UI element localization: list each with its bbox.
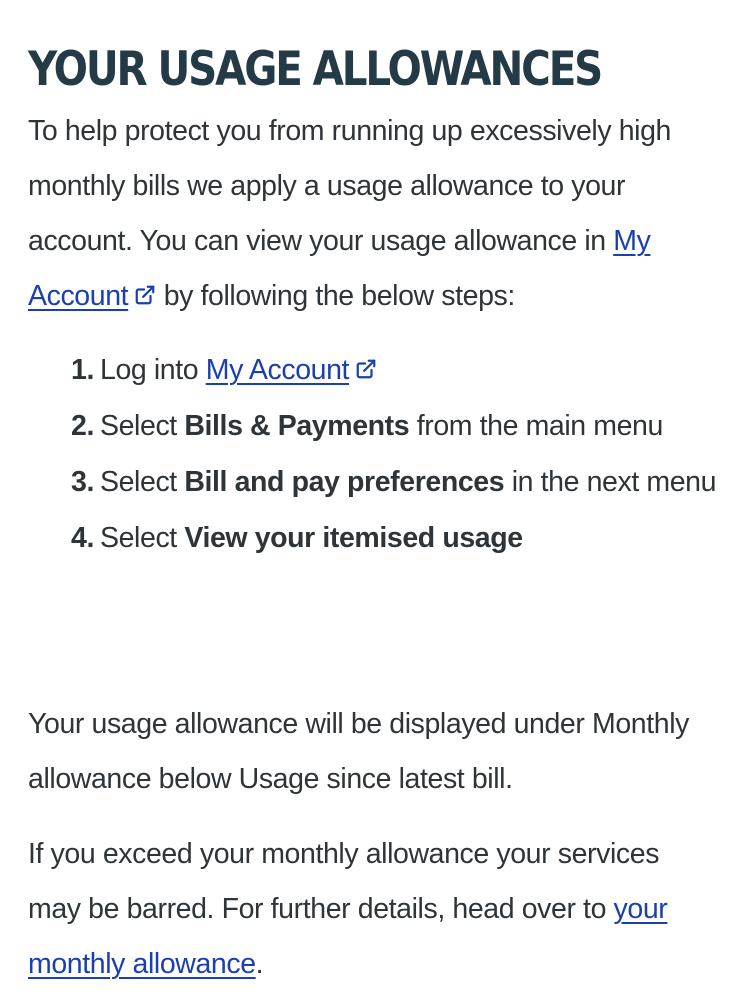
step-text: Select (100, 522, 185, 554)
intro-text: To help protect you from running up excessively high monthly bills we apply a usage allowance to your account. You can view your usage allowance in (28, 115, 671, 257)
step-text-end: in the next menu (504, 466, 717, 498)
exceed-note-end: . (255, 948, 264, 980)
intro-text-end: by following the below steps: (156, 280, 515, 312)
intro-paragraph (28, 104, 718, 324)
step-text-end: from the main menu (409, 410, 663, 442)
step-text: Select (100, 466, 185, 498)
display-note-paragraph: Your usage allowance will be displayed under Monthly allowance below Usage since latest bill. (28, 708, 689, 795)
step-bold-text: Bills & Payments (184, 410, 410, 442)
step-number: 4. (71, 522, 94, 554)
step-bold-text: View your itemised usage (184, 522, 523, 554)
steps-list (28, 342, 718, 566)
monthly-allowance-link[interactable]: your monthly allowance (28, 893, 668, 980)
external-link-icon (355, 358, 377, 380)
exceed-note-text: If you exceed your monthly allowance your services may be barred. For further details, head over to (28, 838, 660, 925)
step-3 (28, 454, 718, 510)
step-4 (28, 510, 718, 566)
my-account-link[interactable]: My Account (28, 225, 651, 312)
step-text: Select (100, 410, 185, 442)
step-number: 1. (71, 354, 94, 386)
page-title: YOUR USAGE ALLOWANCES (28, 42, 602, 97)
step-1 (28, 342, 718, 398)
step-number: 2. (71, 410, 94, 442)
step-2 (28, 398, 718, 454)
step-bold-text: Bill and pay preferences (184, 466, 505, 498)
external-link-icon (134, 284, 156, 306)
exceed-note-paragraph (28, 827, 718, 992)
step-text: Log into (100, 354, 206, 386)
step-number: 3. (71, 466, 94, 498)
step-my-account-link[interactable]: My Account (205, 354, 350, 386)
